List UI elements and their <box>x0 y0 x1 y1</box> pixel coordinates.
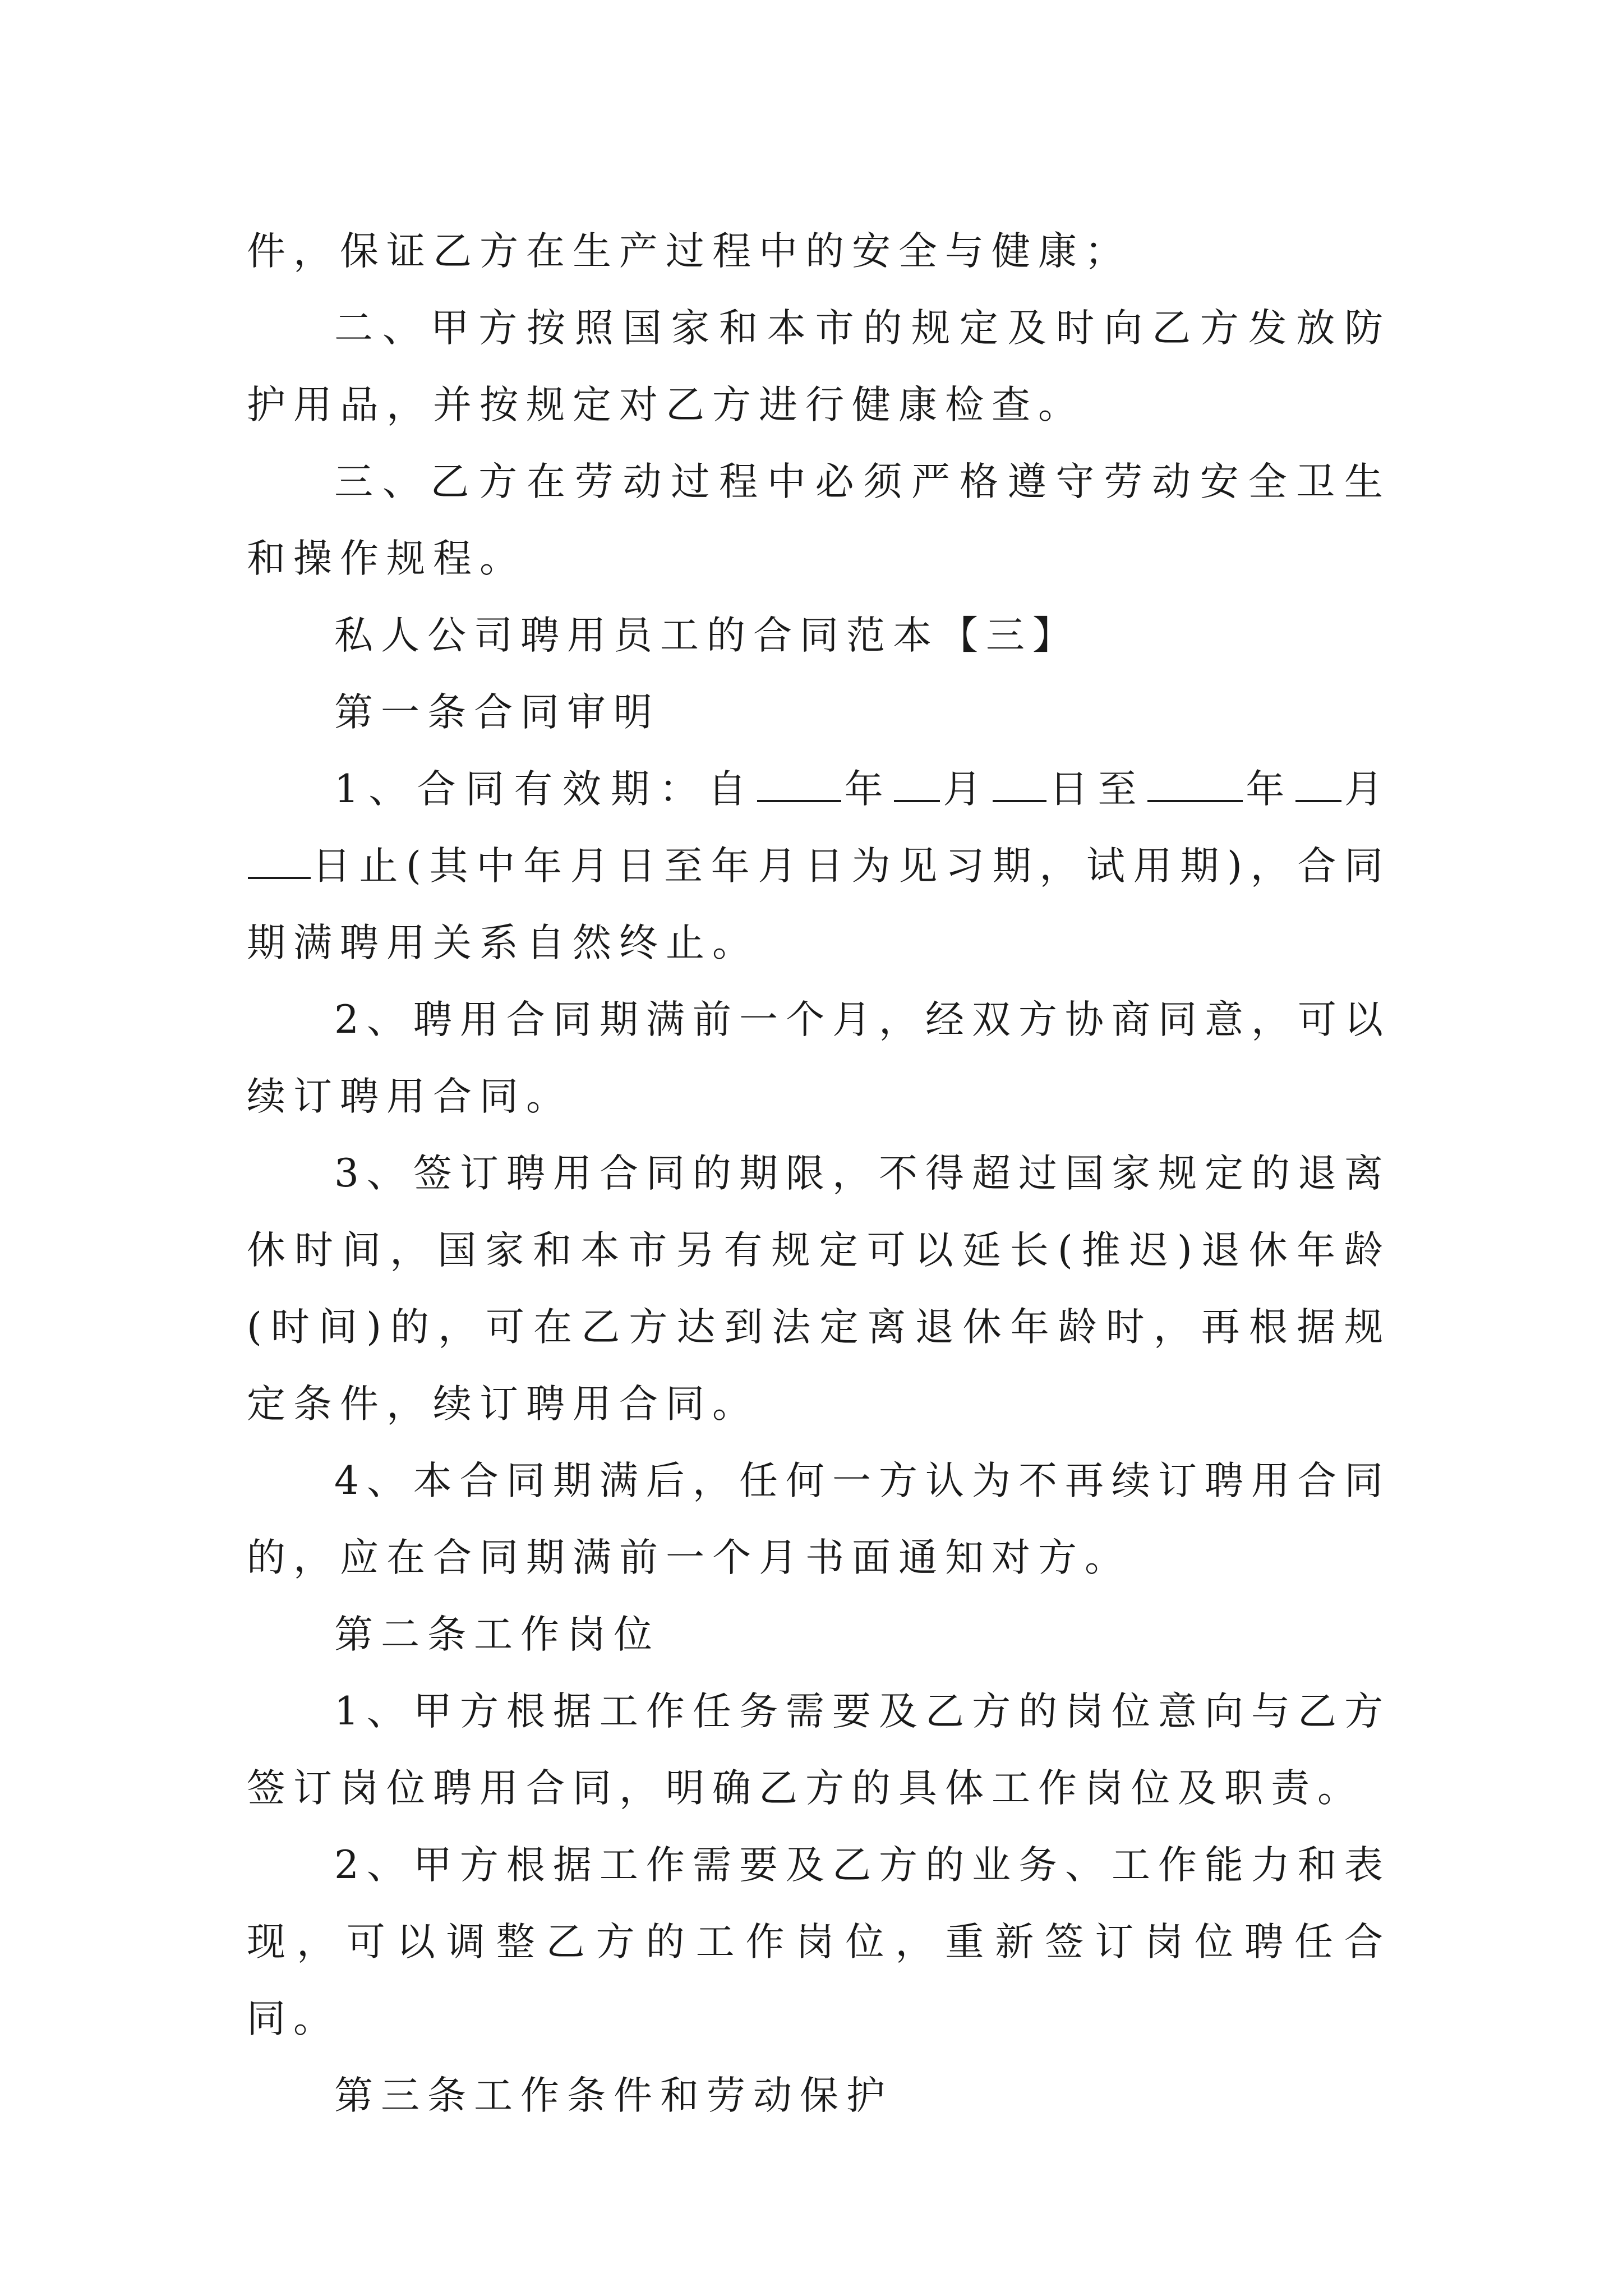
blank-line <box>248 844 311 879</box>
blank-line <box>1147 767 1243 802</box>
paragraph-clause-2: 二、甲方按照国家和本市的规定及时向乙方发放防护用品，并按规定对乙方进行健康检查。 <box>247 306 1391 427</box>
text-fragment: 年 <box>1243 767 1294 812</box>
article-heading-1: 第一条合同审明 <box>334 690 660 735</box>
article-heading-2: 第二条工作岗位 <box>334 1612 660 1657</box>
paragraph-continuation: 件，保证乙方在生产过程中的安全与健康； <box>247 229 1131 274</box>
text-fragment: 1、合同有效期：自 <box>334 767 757 812</box>
blank-line <box>757 767 841 802</box>
paragraph-expiry-notice: 4、本合同期满后，任何一方认为不再续订聘用合同的，应在合同期满前一个月书面通知对方。 <box>247 1458 1391 1580</box>
paragraph-position-assignment: 1、甲方根据工作任务需要及乙方的岗位意向与乙方签订岗位聘用合同，明确乙方的具体工作岗位及职责。 <box>247 1689 1391 1811</box>
paragraph-term-limit: 3、签订聘用合同的期限，不得超过国家规定的退离休时间，国家和本市另有规定可以延长(推迟)退休年龄(时间)的，可在乙方达到法定离退休年龄时，再根据规定条件，续订聘用合同。 <box>247 1151 1391 1427</box>
paragraph-clause-3: 三、乙方在劳动过程中必须严格遵守劳动安全卫生和操作规程。 <box>247 459 1391 581</box>
paragraph-renewal: 2、聘用合同期满前一个月，经双方协商同意，可以续订聘用合同。 <box>247 997 1391 1119</box>
article-heading-3: 第三条工作条件和劳动保护 <box>334 2073 893 2118</box>
blank-line <box>894 767 940 802</box>
paragraph-contract-period <box>247 751 1391 982</box>
blank-line <box>1295 767 1341 802</box>
text-fragment: 日至 <box>1047 767 1146 812</box>
text-fragment: 年 <box>842 767 893 812</box>
text-fragment: 月 <box>1342 767 1391 812</box>
paragraph-position-adjustment: 2、甲方根据工作需要及乙方的业务、工作能力和表现，可以调整乙方的工作岗位，重新签订岗位聘任合同。 <box>247 1843 1391 2041</box>
text-fragment: 日止(其中年月日至年月日为见习期，试用期)，合同期满聘用关系自然终止。 <box>247 844 1391 965</box>
document-body <box>247 213 1391 2134</box>
section-heading: 私人公司聘用员工的合同范本【三】 <box>334 613 1079 658</box>
blank-line <box>993 767 1046 802</box>
text-fragment: 月 <box>941 767 992 812</box>
